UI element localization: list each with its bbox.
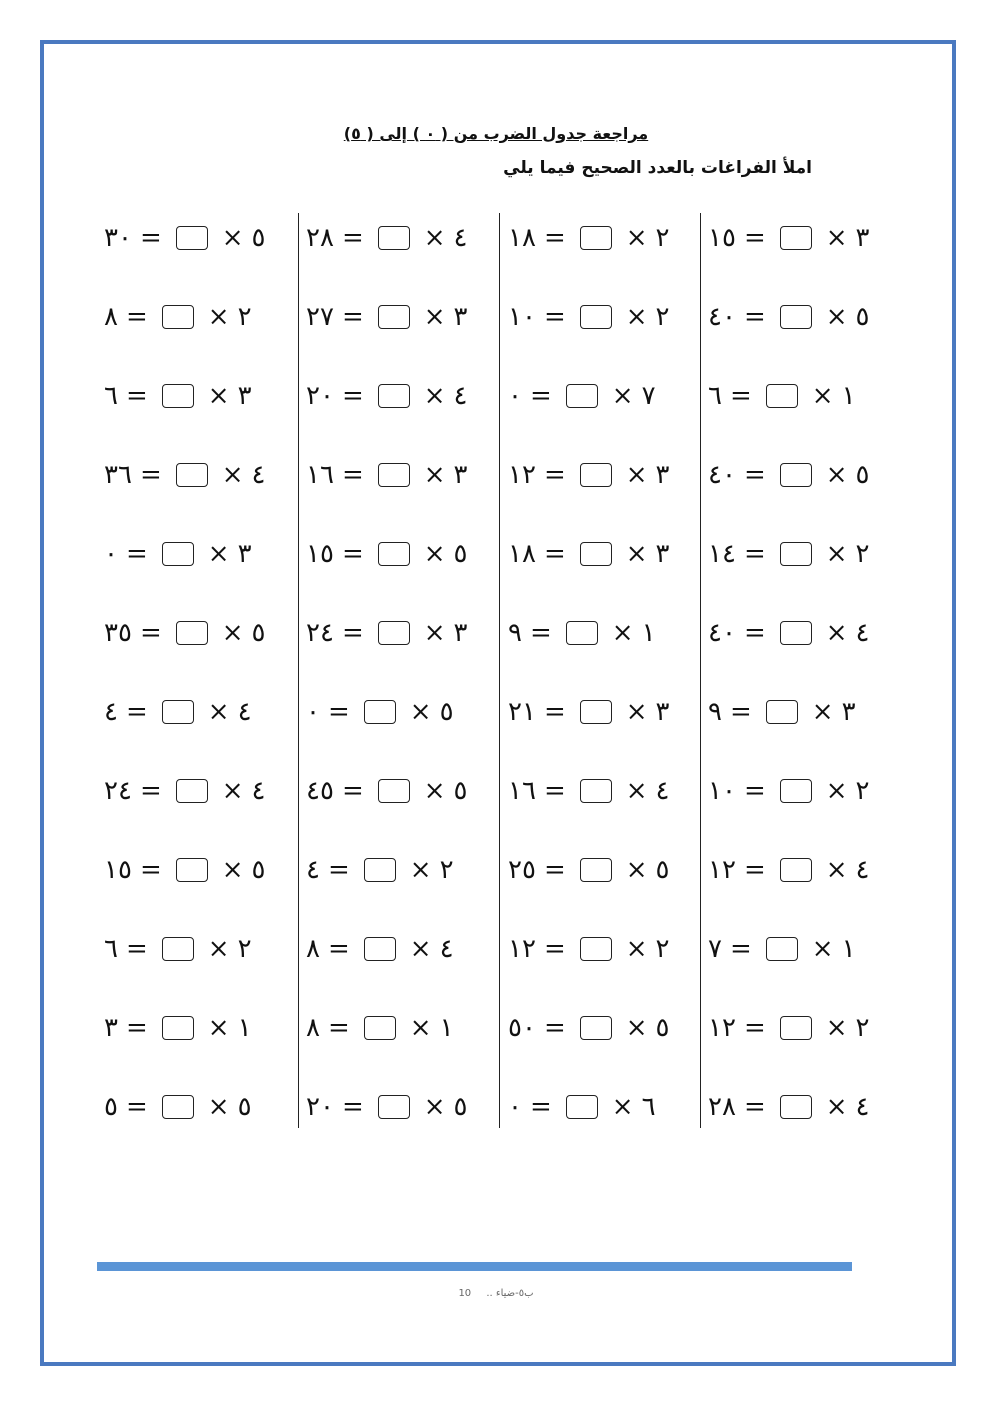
answer-blank[interactable]	[780, 1016, 812, 1040]
equals-sign: =	[139, 618, 162, 648]
answer-blank[interactable]	[780, 463, 812, 487]
exercise-row	[708, 376, 898, 416]
factor-value: ٤	[453, 223, 468, 253]
factor-value: ٥	[855, 460, 870, 490]
equals-sign: =	[743, 539, 766, 569]
times-sign: ×	[625, 776, 648, 806]
answer-blank[interactable]	[580, 779, 612, 803]
equals-sign: =	[327, 934, 350, 964]
exercise-row	[104, 534, 294, 574]
times-sign: ×	[825, 618, 848, 648]
equals-sign: =	[543, 697, 566, 727]
factor-value: ١	[439, 1013, 454, 1043]
product-value: ٤	[104, 697, 118, 727]
column-divider	[700, 213, 701, 1128]
exercise-row	[104, 297, 294, 337]
exercise-row	[508, 1008, 698, 1048]
exercise-row	[508, 218, 698, 258]
factor-value: ٣	[237, 539, 252, 569]
exercise-row	[508, 1087, 698, 1127]
exercise-row	[708, 613, 898, 653]
factor-value: ٥	[251, 223, 266, 253]
times-sign: ×	[625, 697, 648, 727]
product-value: ١٢	[708, 855, 736, 885]
equals-sign: =	[743, 460, 766, 490]
answer-blank[interactable]	[378, 305, 410, 329]
product-value: ١٢	[508, 460, 536, 490]
factor-value: ٥	[655, 1013, 670, 1043]
factor-value: ٤	[855, 1092, 870, 1122]
product-value: ١٥	[708, 223, 736, 253]
exercise-row	[306, 929, 496, 969]
equals-sign: =	[125, 934, 148, 964]
exercise-row	[508, 850, 698, 890]
equals-sign: =	[543, 855, 566, 885]
times-sign: ×	[825, 1013, 848, 1043]
footer-label: ب٥-ضياء ..	[486, 1288, 534, 1299]
answer-blank[interactable]	[378, 463, 410, 487]
answer-blank[interactable]	[378, 542, 410, 566]
equals-sign: =	[543, 539, 566, 569]
times-sign: ×	[611, 1092, 634, 1122]
factor-value: ٥	[855, 302, 870, 332]
factor-value: ٣	[453, 618, 468, 648]
factor-value: ١	[237, 1013, 252, 1043]
factor-value: ٣	[655, 460, 670, 490]
exercise-row	[708, 1008, 898, 1048]
times-sign: ×	[825, 855, 848, 885]
answer-blank[interactable]	[162, 700, 194, 724]
exercise-row	[104, 850, 294, 890]
times-sign: ×	[423, 618, 446, 648]
answer-blank[interactable]	[780, 305, 812, 329]
times-sign: ×	[625, 539, 648, 569]
equals-sign: =	[729, 697, 752, 727]
worksheet-title: مراجعة جدول الضرب من ( ٠ ) إلى ( ٥)	[343, 124, 649, 143]
equals-sign: =	[125, 302, 148, 332]
equals-sign: =	[327, 855, 350, 885]
product-value: ١٢	[508, 934, 536, 964]
times-sign: ×	[825, 776, 848, 806]
product-value: ٢٠	[306, 1092, 334, 1122]
answer-blank[interactable]	[176, 858, 208, 882]
times-sign: ×	[207, 539, 230, 569]
product-value: ٤٠	[708, 618, 736, 648]
equals-sign: =	[543, 1013, 566, 1043]
times-sign: ×	[423, 539, 446, 569]
exercise-row	[104, 613, 294, 653]
equals-sign: =	[139, 223, 162, 253]
factor-value: ٤	[251, 776, 266, 806]
factor-value: ٥	[251, 855, 266, 885]
product-value: ١٢	[708, 1013, 736, 1043]
equals-sign: =	[139, 460, 162, 490]
times-sign: ×	[611, 381, 634, 411]
factor-value: ٢	[237, 934, 252, 964]
exercise-row	[708, 771, 898, 811]
answer-blank[interactable]	[766, 384, 798, 408]
times-sign: ×	[625, 934, 648, 964]
factor-value: ٣	[655, 697, 670, 727]
exercise-row	[104, 1008, 294, 1048]
product-value: ٢٥	[508, 855, 536, 885]
times-sign: ×	[625, 223, 648, 253]
answer-blank[interactable]	[766, 937, 798, 961]
factor-value: ٢	[655, 302, 670, 332]
factor-value: ٤	[453, 381, 468, 411]
answer-blank[interactable]	[566, 1095, 598, 1119]
factor-value: ٢	[655, 934, 670, 964]
factor-value: ٢	[439, 855, 454, 885]
factor-value: ٢	[855, 1013, 870, 1043]
equals-sign: =	[341, 223, 364, 253]
equals-sign: =	[341, 776, 364, 806]
exercise-row	[508, 455, 698, 495]
answer-blank[interactable]	[162, 937, 194, 961]
product-value: ٢٠	[306, 381, 334, 411]
product-value: ٩	[708, 697, 722, 727]
answer-blank[interactable]	[580, 463, 612, 487]
equals-sign: =	[341, 539, 364, 569]
equals-sign: =	[139, 776, 162, 806]
exercise-row	[104, 376, 294, 416]
equals-sign: =	[327, 1013, 350, 1043]
equals-sign: =	[125, 1092, 148, 1122]
answer-blank[interactable]	[580, 858, 612, 882]
product-value: ٨	[104, 302, 118, 332]
times-sign: ×	[207, 697, 230, 727]
answer-blank[interactable]	[378, 384, 410, 408]
factor-value: ١	[641, 618, 656, 648]
exercise-row	[306, 1087, 496, 1127]
answer-blank[interactable]	[780, 542, 812, 566]
equals-sign: =	[139, 855, 162, 885]
exercise-row	[508, 376, 698, 416]
equals-sign: =	[543, 776, 566, 806]
exercise-row	[306, 771, 496, 811]
exercise-row	[708, 850, 898, 890]
answer-blank[interactable]	[162, 1016, 194, 1040]
times-sign: ×	[825, 302, 848, 332]
factor-value: ٥	[251, 618, 266, 648]
equals-sign: =	[341, 618, 364, 648]
times-sign: ×	[625, 460, 648, 490]
exercise-row	[306, 376, 496, 416]
worksheet-instruction: املأ الفراغات بالعدد الصحيح فيما يلي	[503, 158, 812, 178]
answer-blank[interactable]	[780, 858, 812, 882]
answer-blank[interactable]	[378, 621, 410, 645]
exercise-row	[306, 297, 496, 337]
product-value: ٠	[306, 697, 320, 727]
factor-value: ٣	[855, 223, 870, 253]
equals-sign: =	[543, 302, 566, 332]
exercise-row	[708, 692, 898, 732]
times-sign: ×	[811, 934, 834, 964]
product-value: ٢٨	[306, 223, 334, 253]
equals-sign: =	[341, 1092, 364, 1122]
product-value: ٨	[306, 1013, 320, 1043]
exercise-row	[508, 297, 698, 337]
answer-blank[interactable]	[378, 779, 410, 803]
equals-sign: =	[529, 381, 552, 411]
equals-sign: =	[729, 934, 752, 964]
exercise-row	[306, 455, 496, 495]
equals-sign: =	[743, 855, 766, 885]
product-value: ١٨	[508, 223, 536, 253]
product-value: ١٠	[508, 302, 536, 332]
answer-blank[interactable]	[580, 305, 612, 329]
answer-blank[interactable]	[580, 700, 612, 724]
times-sign: ×	[207, 302, 230, 332]
exercise-row	[708, 534, 898, 574]
product-value: ١٤	[708, 539, 736, 569]
exercise-row	[708, 929, 898, 969]
product-value: ٤٠	[708, 460, 736, 490]
product-value: ٣٦	[104, 460, 132, 490]
answer-blank[interactable]	[176, 463, 208, 487]
times-sign: ×	[825, 1092, 848, 1122]
exercise-row	[708, 218, 898, 258]
times-sign: ×	[207, 1013, 230, 1043]
exercise-row	[306, 218, 496, 258]
product-value: ٢٧	[306, 302, 334, 332]
exercise-row	[306, 1008, 496, 1048]
times-sign: ×	[611, 618, 634, 648]
product-value: ٠	[508, 381, 522, 411]
exercise-row	[104, 692, 294, 732]
product-value: ٢١	[508, 697, 536, 727]
times-sign: ×	[207, 381, 230, 411]
page-footer	[0, 1288, 992, 1299]
answer-blank[interactable]	[780, 226, 812, 250]
answer-blank[interactable]	[580, 1016, 612, 1040]
times-sign: ×	[811, 381, 834, 411]
exercise-row	[104, 218, 294, 258]
exercise-row	[306, 534, 496, 574]
times-sign: ×	[409, 697, 432, 727]
equals-sign: =	[743, 302, 766, 332]
factor-value: ٥	[453, 1092, 468, 1122]
product-value: ٢٤	[104, 776, 132, 806]
factor-value: ٥	[453, 776, 468, 806]
times-sign: ×	[423, 1092, 446, 1122]
product-value: ٤٠	[708, 302, 736, 332]
factor-value: ٥	[237, 1092, 252, 1122]
product-value: ٨	[306, 934, 320, 964]
product-value: ٤	[306, 855, 320, 885]
exercise-row	[508, 613, 698, 653]
product-value: ٩	[508, 618, 522, 648]
answer-blank[interactable]	[780, 779, 812, 803]
answer-blank[interactable]	[580, 542, 612, 566]
equals-sign: =	[743, 1092, 766, 1122]
times-sign: ×	[825, 539, 848, 569]
equals-sign: =	[125, 539, 148, 569]
equals-sign: =	[341, 381, 364, 411]
product-value: ١٦	[306, 460, 334, 490]
factor-value: ٥	[453, 539, 468, 569]
factor-value: ٢	[855, 776, 870, 806]
equals-sign: =	[341, 460, 364, 490]
product-value: ٥٠	[508, 1013, 536, 1043]
times-sign: ×	[221, 855, 244, 885]
product-value: ١٠	[708, 776, 736, 806]
factor-value: ٤	[237, 697, 252, 727]
column-divider	[298, 213, 299, 1128]
times-sign: ×	[221, 223, 244, 253]
times-sign: ×	[423, 776, 446, 806]
answer-blank[interactable]	[566, 384, 598, 408]
equals-sign: =	[729, 381, 752, 411]
exercise-row	[104, 929, 294, 969]
product-value: ١٨	[508, 539, 536, 569]
exercise-row	[508, 692, 698, 732]
answer-blank[interactable]	[566, 621, 598, 645]
exercise-row	[104, 1087, 294, 1127]
factor-value: ٢	[237, 302, 252, 332]
times-sign: ×	[625, 302, 648, 332]
times-sign: ×	[207, 1092, 230, 1122]
exercise-row	[708, 1087, 898, 1127]
factor-value: ٣	[237, 381, 252, 411]
answer-blank[interactable]	[364, 858, 396, 882]
product-value: ٦	[104, 934, 118, 964]
product-value: ٣	[104, 1013, 118, 1043]
product-value: ٤٥	[306, 776, 334, 806]
exercise-row	[104, 771, 294, 811]
answer-blank[interactable]	[364, 937, 396, 961]
equals-sign: =	[341, 302, 364, 332]
times-sign: ×	[207, 934, 230, 964]
answer-blank[interactable]	[176, 226, 208, 250]
product-value: ٣٥	[104, 618, 132, 648]
times-sign: ×	[423, 223, 446, 253]
factor-value: ٤	[251, 460, 266, 490]
answer-blank[interactable]	[162, 384, 194, 408]
times-sign: ×	[423, 381, 446, 411]
times-sign: ×	[423, 460, 446, 490]
times-sign: ×	[221, 776, 244, 806]
equals-sign: =	[743, 1013, 766, 1043]
answer-blank[interactable]	[176, 621, 208, 645]
times-sign: ×	[409, 934, 432, 964]
factor-value: ٦	[641, 1092, 656, 1122]
factor-value: ٥	[655, 855, 670, 885]
answer-blank[interactable]	[378, 226, 410, 250]
equals-sign: =	[529, 1092, 552, 1122]
factor-value: ٥	[439, 697, 454, 727]
factor-value: ٧	[641, 381, 656, 411]
product-value: ٢٤	[306, 618, 334, 648]
answer-blank[interactable]	[176, 779, 208, 803]
factor-value: ٤	[855, 618, 870, 648]
factor-value: ٣	[841, 697, 856, 727]
equals-sign: =	[125, 1013, 148, 1043]
exercise-row	[708, 455, 898, 495]
factor-value: ١	[841, 381, 856, 411]
equals-sign: =	[529, 618, 552, 648]
equals-sign: =	[743, 618, 766, 648]
product-value: ٥	[104, 1092, 118, 1122]
factor-value: ٣	[655, 539, 670, 569]
factor-value: ٣	[453, 460, 468, 490]
exercise-row	[508, 534, 698, 574]
answer-blank[interactable]	[378, 1095, 410, 1119]
factor-value: ٤	[439, 934, 454, 964]
answer-blank[interactable]	[580, 226, 612, 250]
equals-sign: =	[743, 776, 766, 806]
times-sign: ×	[625, 1013, 648, 1043]
answer-blank[interactable]	[780, 621, 812, 645]
exercise-row	[508, 929, 698, 969]
exercise-row	[508, 771, 698, 811]
factor-value: ١	[841, 934, 856, 964]
answer-blank[interactable]	[162, 1095, 194, 1119]
footer-bar	[97, 1262, 852, 1271]
product-value: ٦	[104, 381, 118, 411]
product-value: ٠	[508, 1092, 522, 1122]
exercise-row	[306, 850, 496, 890]
answer-blank[interactable]	[162, 305, 194, 329]
times-sign: ×	[825, 460, 848, 490]
equals-sign: =	[543, 223, 566, 253]
equals-sign: =	[543, 934, 566, 964]
times-sign: ×	[825, 223, 848, 253]
exercise-row	[306, 613, 496, 653]
product-value: ٢٨	[708, 1092, 736, 1122]
product-value: ١٦	[508, 776, 536, 806]
factor-value: ٢	[655, 223, 670, 253]
times-sign: ×	[625, 855, 648, 885]
product-value: ١٥	[306, 539, 334, 569]
page-number: 10	[458, 1288, 472, 1299]
exercise-row	[708, 297, 898, 337]
equals-sign: =	[543, 460, 566, 490]
answer-blank[interactable]	[766, 700, 798, 724]
factor-value: ٤	[655, 776, 670, 806]
times-sign: ×	[409, 1013, 432, 1043]
answer-blank[interactable]	[780, 1095, 812, 1119]
factor-value: ٤	[855, 855, 870, 885]
exercise-row	[104, 455, 294, 495]
times-sign: ×	[221, 618, 244, 648]
answer-blank[interactable]	[162, 542, 194, 566]
factor-value: ٣	[453, 302, 468, 332]
product-value: ٦	[708, 381, 722, 411]
column-divider	[499, 213, 500, 1128]
answer-blank[interactable]	[580, 937, 612, 961]
product-value: ٧	[708, 934, 722, 964]
product-value: ٠	[104, 539, 118, 569]
product-value: ١٥	[104, 855, 132, 885]
times-sign: ×	[409, 855, 432, 885]
equals-sign: =	[125, 697, 148, 727]
times-sign: ×	[221, 460, 244, 490]
answer-blank[interactable]	[364, 1016, 396, 1040]
answer-blank[interactable]	[364, 700, 396, 724]
exercise-row	[306, 692, 496, 732]
equals-sign: =	[743, 223, 766, 253]
times-sign: ×	[423, 302, 446, 332]
factor-value: ٢	[855, 539, 870, 569]
equals-sign: =	[125, 381, 148, 411]
product-value: ٣٠	[104, 223, 132, 253]
times-sign: ×	[811, 697, 834, 727]
equals-sign: =	[327, 697, 350, 727]
